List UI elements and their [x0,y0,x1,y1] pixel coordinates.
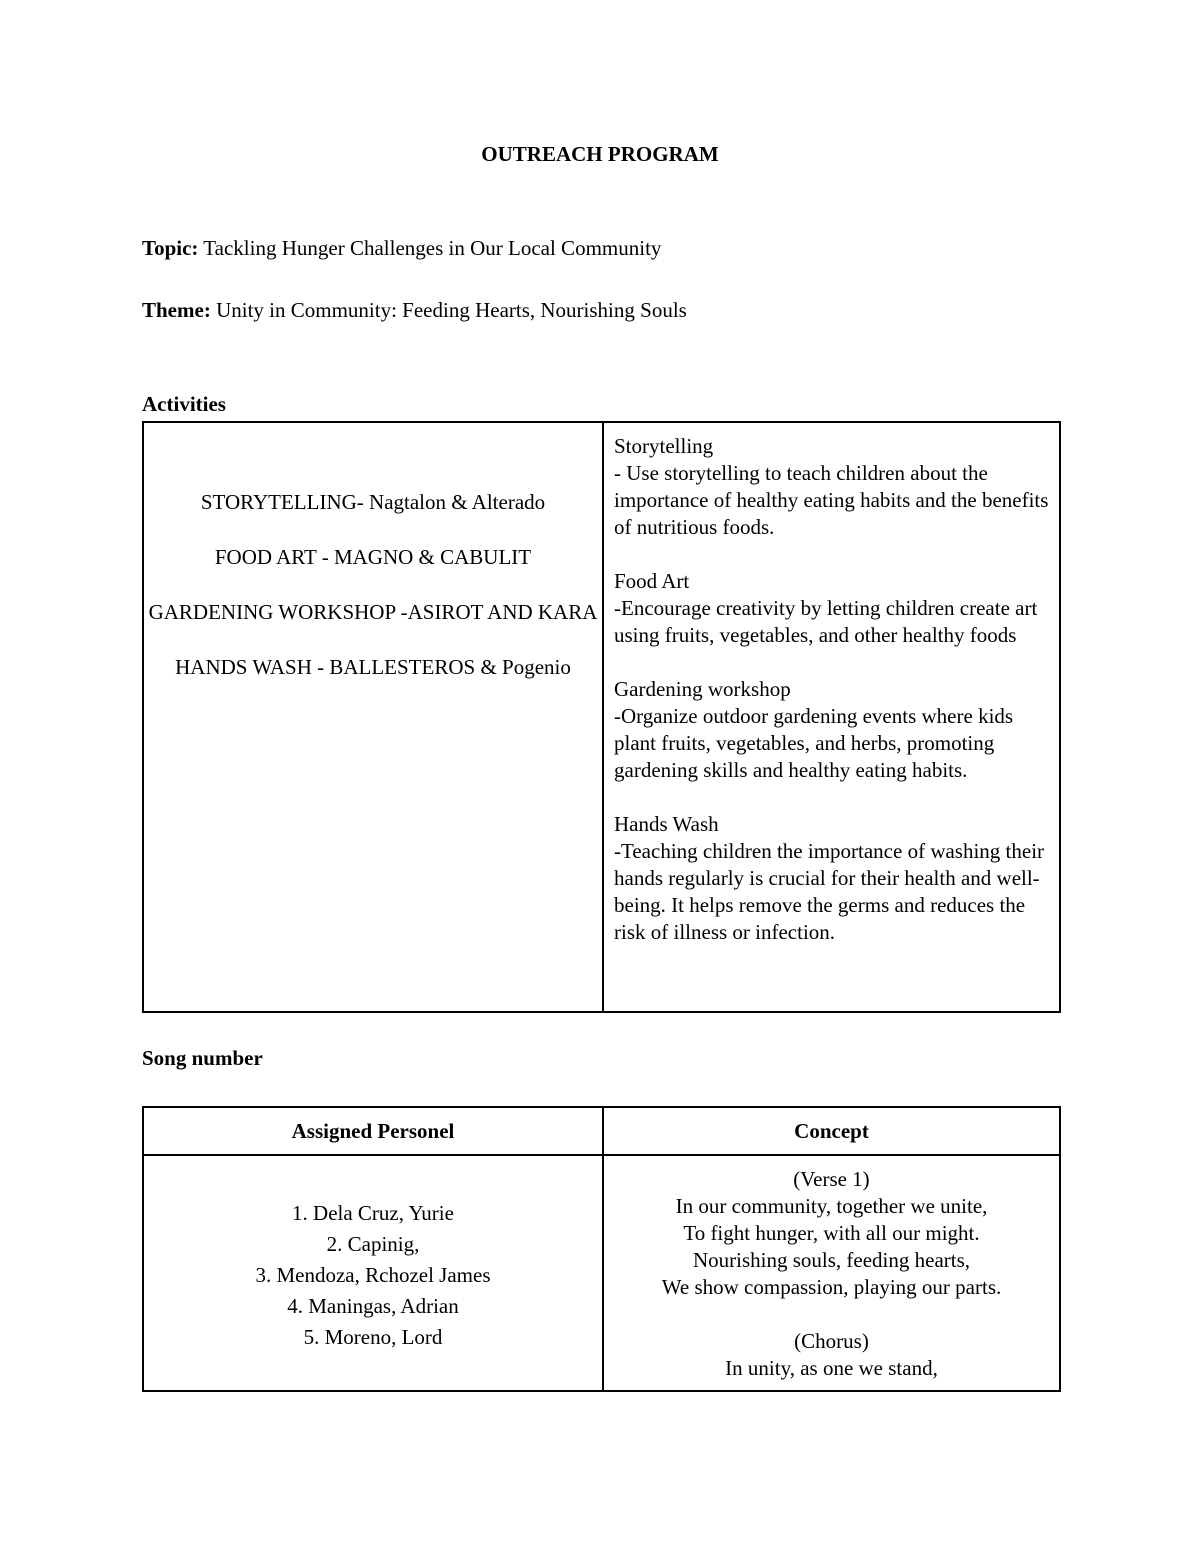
activities-table [142,421,1061,1013]
concept-cell [603,1155,1060,1391]
chorus-label: (Chorus) [794,1329,869,1353]
song-number-heading: Song number [142,1046,263,1070]
lyric-line: Nourishing souls, feeding hearts, [692,1248,971,1272]
personnel-list [144,1156,602,1353]
lyric-line: We show compassion, playing our parts. [661,1275,1002,1299]
activities-heading: Activities [142,392,226,416]
song-table [142,1106,1061,1392]
topic-value: Tackling Hunger Challenges in Our Local Community [203,236,662,260]
lyric-line: In our community, together we unite, [675,1194,988,1218]
description-text: -Teaching children the importance of washing their hands regularly is crucial for their health and well-being. It helps remove the germs and reduces the risk of illness or infection. [614,839,1045,944]
table-row [143,422,1060,1012]
theme-value: Unity in Community: Feeding Hearts, Nourishing Souls [216,298,687,322]
description-text: - Use storytelling to teach children about the importance of healthy eating habits and the benefits of nutritious foods. [614,461,1049,539]
activity-descriptions-cell [603,422,1060,1012]
theme-line [142,298,687,323]
list-item: 4. Maningas, Adrian [287,1294,459,1318]
header-personnel: Assigned Personel [143,1107,603,1155]
list-item: 5. Moreno, Lord [303,1325,443,1349]
description-block [614,568,1051,649]
activity-assignments-cell [143,422,603,1012]
list-item: 1. Dela Cruz, Yurie [292,1201,454,1225]
description-title: Food Art [614,569,690,593]
table-header-row [143,1107,1060,1155]
description-text: -Organize outdoor gardening events where kids plant fruits, vegetables, and herbs, promoting gardening skills and healthy eating habits. [614,704,1014,782]
assignment-item: FOOD ART - MAGNO & CABULIT [214,545,532,569]
assignment-item: STORYTELLING- Nagtalon & Alterado [200,490,546,514]
stanza-gap [604,1301,1059,1328]
description-title: Gardening workshop [614,677,791,701]
theme-label: Theme: [142,298,211,322]
lyric-line: In unity, as one we stand, [725,1356,938,1380]
header-concept: Concept [603,1107,1060,1155]
lyrics [604,1156,1059,1382]
verse-label: (Verse 1) [793,1167,870,1191]
table-row [143,1155,1060,1391]
list-item: 2. Capinig, [326,1232,420,1256]
topic-line [142,236,661,261]
page-title: OUTREACH PROGRAM [481,142,719,166]
topic-label: Topic: [142,236,199,260]
lyric-line: To fight hunger, with all our might. [683,1221,980,1245]
description-title: Storytelling [614,434,714,458]
description-title: Hands Wash [614,812,719,836]
list-item: 3. Mendoza, Rchozel James [255,1263,491,1287]
description-text: -Encourage creativity by letting children create art using fruits, vegetables, and other healthy foods [614,596,1038,647]
description-block [614,433,1051,541]
assignment-item: HANDS WASH - BALLESTEROS & Pogenio [175,655,571,679]
description-block [614,676,1051,784]
personnel-cell [143,1155,603,1391]
description-block [614,811,1051,946]
assignment-item: GARDENING WORKSHOP -ASIROT AND KARA [148,600,598,624]
